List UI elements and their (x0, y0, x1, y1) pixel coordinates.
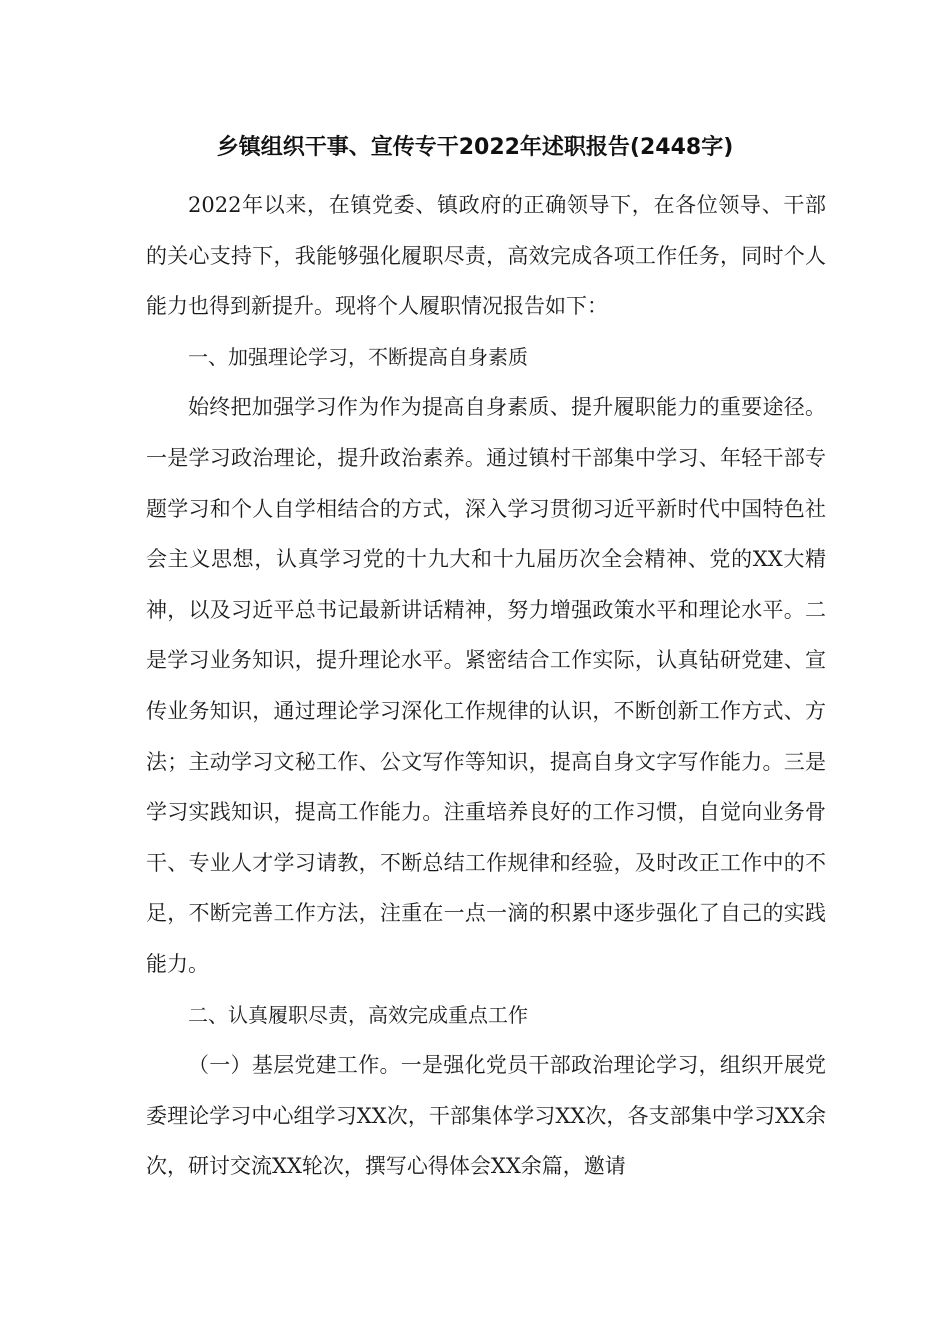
section-1-paragraph: 始终把加强学习作为作为提高自身素质、提升履职能力的重要途径。一是学习政治理论，提升政治素养。通过镇村干部集中学习、年轻干部专题学习和个人自学相结合的方式，深入学习贯彻习近平新时代中国特色社会主义思想，认真学习党的十九大和十九届历次全会精神、党的XX大精神，以及习近平总书记最新讲话精神，努力增强政策水平和理论水平。二是学习业务知识，提升理论水平。紧密结合工作实际，认真钻研党建、宣传业务知识，通过理论学习深化工作规律的认识，不断创新工作方式、方法；主动学习文秘工作、公文写作等知识，提高自身文字写作能力。三是学习实践知识，提高工作能力。注重培养良好的工作习惯，自觉向业务骨干、专业人才学习请教，不断总结工作规律和经验，及时改正工作中的不足，不断完善工作方法，注重在一点一滴的积累中逐步强化了自己的实践能力。 (146, 395, 826, 976)
section-heading-2: 二、认真履职尽责，高效完成重点工作 (188, 1002, 528, 1027)
document-title: 乡镇组织干事、宣传专干2022年述职报告(2448字) (216, 135, 734, 160)
intro-paragraph: 2022年以来，在镇党委、镇政府的正确领导下，在各位领导、干部的关心支持下，我能够强化履职尽责，高效完成各项工作任务，同时个人能力也得到新提升。现将个人履职情况报告如下： (146, 193, 826, 319)
document-body (146, 180, 826, 1192)
section-2-paragraph: （一）基层党建工作。一是强化党员干部政治理论学习，组织开展党委理论学习中心组学习XX次，干部集体学习XX次，各支部集中学习XX余次，研讨交流XX轮次，撰写心得体会XX余篇，邀请 (146, 1053, 826, 1179)
section-heading-1: 一、加强理论学习，不断提高自身素质 (188, 344, 528, 369)
